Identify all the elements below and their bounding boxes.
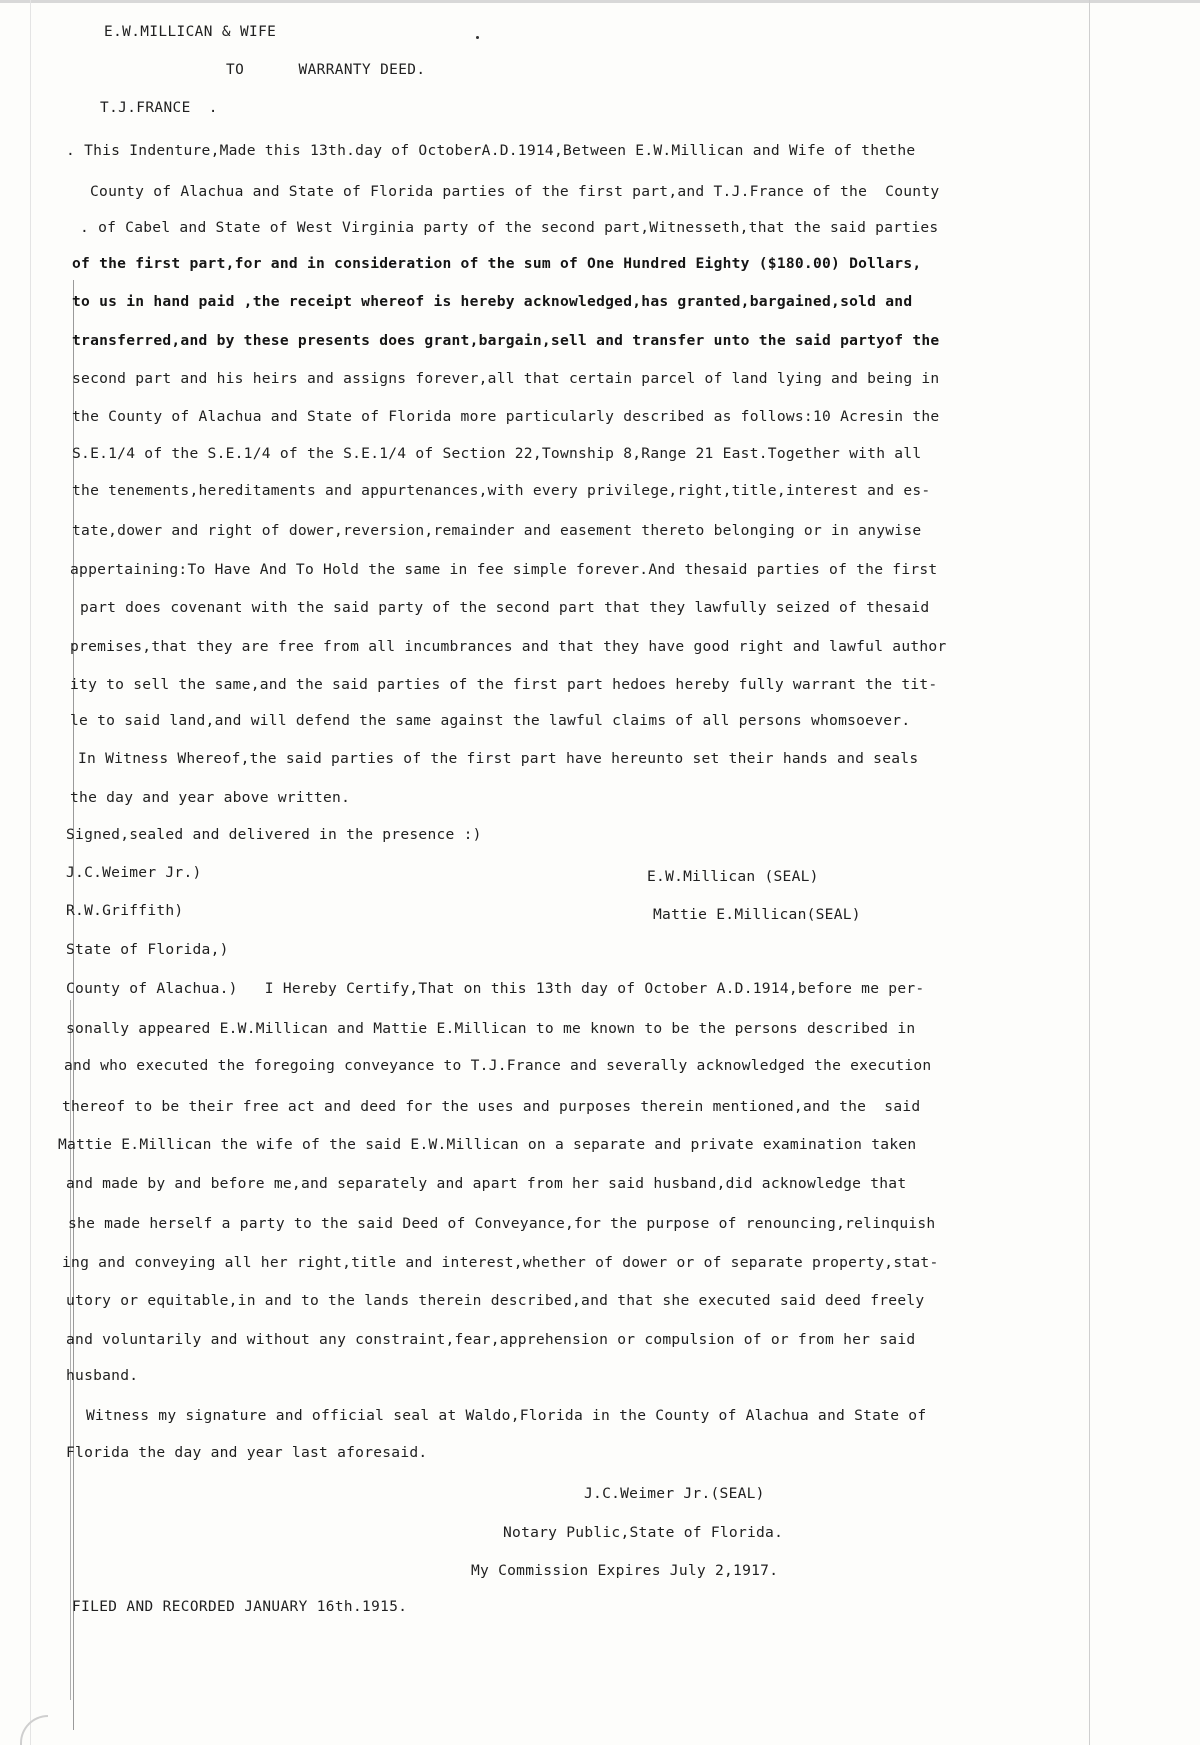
page-right-edge	[1089, 0, 1090, 1745]
body-line-18: the day and year above written.	[70, 789, 351, 806]
ink-speck	[476, 36, 479, 39]
body-line-15: ity to sell the same,and the said parties of the first part hedoes hereby fully warrant the tit-	[70, 676, 938, 693]
notary-commission: My Commission Expires July 2,1917.	[471, 1562, 779, 1579]
body-line-5: to us in hand paid ,the receipt whereof is hereby acknowledged,has granted,bargained,sold and	[72, 293, 913, 310]
body-line-16: le to said land,and will defend the same against the lawful claims of all persons whomsoever.	[70, 712, 911, 729]
ack-line-8: she made herself a party to the said Deed of Conveyance,for the purpose of renouncing,relinquish	[68, 1215, 936, 1232]
body-line-1: . This Indenture,Made this 13th.day of OctoberA.D.1914,Between E.W.Millican and Wife of thethe	[66, 142, 916, 159]
page-corner-curl	[20, 1715, 48, 1745]
body-line-19: Signed,sealed and delivered in the presence :)	[66, 826, 482, 843]
body-line-10: the tenements,hereditaments and appurtenances,with every privilege,right,title,interest and es-	[72, 482, 931, 499]
filing-note: FILED AND RECORDED JANUARY 16th.1915.	[72, 1599, 408, 1615]
body-line-2: County of Alachua and State of Florida parties of the first part,and T.J.France of the County	[90, 183, 940, 200]
body-line-13: part does covenant with the said party of the second part that they lawfully seized of thesaid	[80, 599, 930, 616]
page-top-edge	[0, 0, 1200, 3]
ack-line-2: County of Alachua.) I Hereby Certify,That on this 13th day of October A.D.1914,before me per-	[66, 980, 925, 997]
grantee-heading: T.J.FRANCE .	[100, 100, 218, 116]
witness-2: R.W.Griffith)	[66, 902, 184, 919]
ack-line-10: utory or equitable,in and to the lands therein described,and that she executed said deed freely	[66, 1292, 925, 1309]
notary-title: Notary Public,State of Florida.	[503, 1524, 784, 1541]
ack-line-13: Witness my signature and official seal at Waldo,Florida in the County of Alachua and State of	[86, 1407, 927, 1424]
ack-line-4: and who executed the foregoing conveyance to T.J.France and severally acknowledged the execution	[64, 1057, 932, 1074]
ack-line-3: sonally appeared E.W.Millican and Mattie E.Millican to me known to be the persons described in	[66, 1020, 916, 1037]
deed-type-heading: TO WARRANTY DEED.	[226, 62, 426, 78]
body-line-3: . of Cabel and State of West Virginia party of the second part,Witnesseth,that the said parties	[80, 219, 939, 236]
notary-signature: J.C.Weimer Jr.(SEAL)	[584, 1485, 765, 1502]
ack-line-9: ing and conveying all her right,title and interest,whether of dower or of separate property,stat-	[62, 1254, 939, 1271]
body-line-17: In Witness Whereof,the said parties of the first part have hereunto set their hands and seals	[78, 750, 919, 767]
body-line-6: transferred,and by these presents does grant,bargain,sell and transfer unto the said partyof the	[72, 332, 940, 349]
body-line-7: second part and his heirs and assigns forever,all that certain parcel of land lying and being in	[72, 370, 940, 387]
witness-1: J.C.Weimer Jr.)	[66, 864, 202, 881]
ack-line-1: State of Florida,)	[66, 941, 229, 958]
body-line-12: appertaining:To Have And To Hold the same in fee simple forever.And thesaid parties of the first	[70, 561, 938, 578]
grantor-heading: E.W.MILLICAN & WIFE	[104, 24, 277, 40]
body-line-8: the County of Alachua and State of Florida more particularly described as follows:10 Acresin the	[72, 408, 940, 425]
body-line-4: of the first part,for and in consideration of the sum of One Hundred Eighty ($180.00) Dollars,	[72, 255, 922, 272]
ack-line-11: and voluntarily and without any constraint,fear,apprehension or compulsion of or from her said	[66, 1331, 916, 1348]
ack-line-6: Mattie E.Millican the wife of the said E.W.Millican on a separate and private examination taken	[58, 1136, 917, 1153]
body-line-11: tate,dower and right of dower,reversion,remainder and easement thereto belonging or in anywise	[72, 522, 922, 539]
body-line-9: S.E.1/4 of the S.E.1/4 of the S.E.1/4 of Section 22,Township 8,Range 21 East.Together with all	[72, 445, 922, 462]
ack-line-14: Florida the day and year last aforesaid.	[66, 1444, 428, 1461]
ack-line-7: and made by and before me,and separately and apart from her said husband,did acknowledge that	[66, 1175, 907, 1192]
signature-2: Mattie E.Millican(SEAL)	[653, 906, 861, 923]
page-left-edge	[30, 0, 31, 1745]
body-line-14: premises,that they are free from all incumbrances and that they have good right and lawful author	[70, 638, 947, 655]
ack-line-5: thereof to be their free act and deed for the uses and purposes therein mentioned,and the said	[62, 1098, 921, 1115]
ack-line-12: husband.	[66, 1367, 139, 1384]
signature-1: E.W.Millican (SEAL)	[647, 868, 819, 885]
